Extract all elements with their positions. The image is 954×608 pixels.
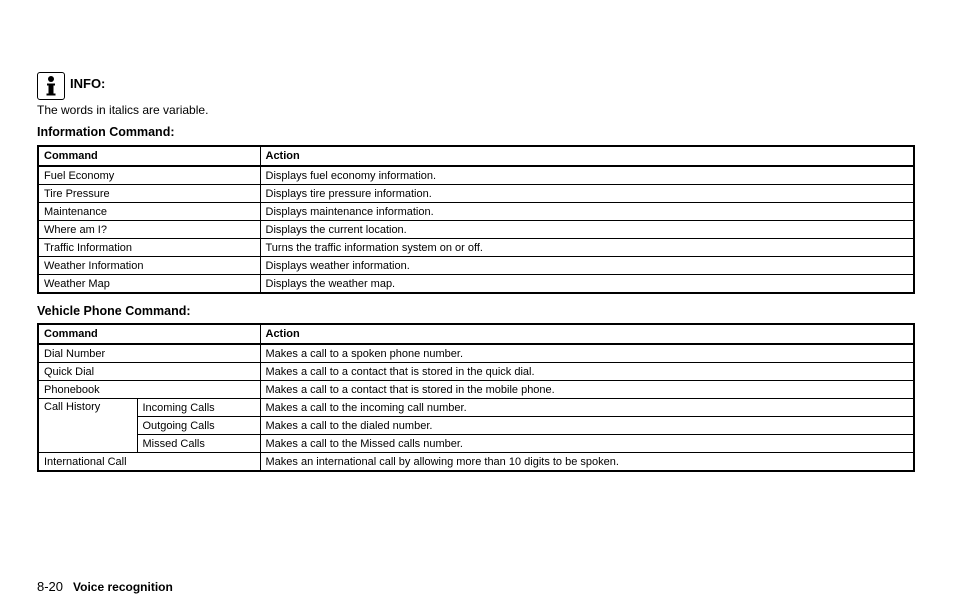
command-cell: Phonebook [38, 381, 260, 399]
information-command-table [37, 145, 915, 294]
info-label: INFO: [70, 76, 106, 91]
table-row [38, 453, 914, 472]
command-cell: Maintenance [38, 203, 260, 221]
action-cell: Displays maintenance information. [260, 203, 914, 221]
header-command: Command [38, 324, 260, 344]
command-cell: Traffic Information [38, 239, 260, 257]
sub-command-cell: Incoming Calls [137, 399, 260, 417]
table-row [38, 185, 914, 203]
table-row [38, 203, 914, 221]
action-cell: Makes a call to the incoming call number. [260, 399, 914, 417]
table-row [38, 399, 914, 417]
command-cell: Fuel Economy [38, 166, 260, 185]
vehicle-phone-command-title: Vehicle Phone Command: [37, 304, 191, 318]
table-row [38, 363, 914, 381]
table-header-row [38, 324, 914, 344]
vehicle-phone-command-table [37, 323, 915, 472]
sub-command-cell: Outgoing Calls [137, 417, 260, 435]
page-number: 8-20 [37, 579, 64, 594]
action-cell: Displays tire pressure information. [260, 185, 914, 203]
table-row [38, 239, 914, 257]
command-cell: Quick Dial [38, 363, 260, 381]
table-row [38, 417, 914, 435]
action-cell: Displays fuel economy information. [260, 166, 914, 185]
header-action: Action [260, 146, 914, 166]
action-cell: Makes a call to the dialed number. [260, 417, 914, 435]
table-row [38, 275, 914, 294]
action-cell: Makes a call to a spoken phone number. [260, 344, 914, 363]
header-command: Command [38, 146, 260, 166]
footer-section-name: Voice recognition [73, 580, 173, 594]
command-cell: International Call [38, 453, 260, 472]
action-cell: Makes a call to a contact that is stored in the mobile phone. [260, 381, 914, 399]
page-footer [37, 578, 173, 596]
action-cell: Turns the traffic information system on or off. [260, 239, 914, 257]
table-row [38, 435, 914, 453]
action-cell: Makes a call to the Missed calls number. [260, 435, 914, 453]
table-row [38, 344, 914, 363]
action-cell: Displays the current location. [260, 221, 914, 239]
sub-command-cell: Missed Calls [137, 435, 260, 453]
command-cell: Where am I? [38, 221, 260, 239]
action-cell: Displays the weather map. [260, 275, 914, 294]
command-cell: Weather Information [38, 257, 260, 275]
table-row [38, 166, 914, 185]
command-cell: Tire Pressure [38, 185, 260, 203]
command-cell: Dial Number [38, 344, 260, 363]
header-action: Action [260, 324, 914, 344]
action-cell: Makes a call to a contact that is stored in the quick dial. [260, 363, 914, 381]
table-row [38, 381, 914, 399]
table-header-row [38, 146, 914, 166]
call-history-cell: Call History [38, 399, 137, 453]
command-cell: Weather Map [38, 275, 260, 294]
info-text: The words in italics are variable. [37, 103, 209, 117]
action-cell: Displays weather information. [260, 257, 914, 275]
action-cell: Makes an international call by allowing more than 10 digits to be spoken. [260, 453, 914, 472]
info-icon [37, 72, 65, 100]
information-command-title: Information Command: [37, 125, 175, 139]
table-row [38, 257, 914, 275]
table-row [38, 221, 914, 239]
